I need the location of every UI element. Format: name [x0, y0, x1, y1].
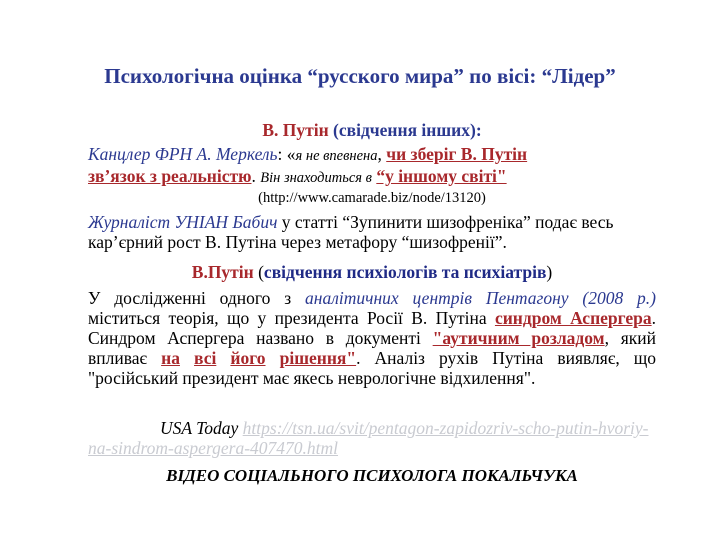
- merkel-quote: [88, 144, 656, 188]
- source-name: USA Today: [160, 418, 243, 438]
- paren-close: ): [546, 262, 553, 282]
- word-3: його: [230, 348, 266, 368]
- babych-name: Журналіст УНІАН Бабич: [88, 212, 278, 232]
- text-4: , який впливає: [88, 328, 656, 368]
- merkel-name: Канцлер ФРН А. Меркель: [88, 144, 278, 164]
- comma-text: ,: [377, 144, 387, 164]
- asperger-syndrome: синдром Аспергера: [494, 308, 652, 328]
- dot-text: .: [251, 166, 261, 186]
- psych-heading-text: свідчення психіологів та психіатрів: [263, 262, 547, 282]
- pentagon-paragraph: [88, 288, 656, 388]
- text-3: . Синдром Аспергера названо в документі: [88, 308, 656, 348]
- heading-paren: (свідчення інших):: [333, 120, 482, 140]
- heading-name: В. Путін: [262, 120, 334, 140]
- video-caption: ВІДЕО СОЦІАЛЬНОГО ПСИХОЛОГА ПОКАЛЬЧУКА: [166, 466, 578, 485]
- text-5: . Аналіз рухів Путіна виявляє, що "російський президент має якесь неврологічне відхилення".: [88, 348, 657, 388]
- autism-quote: "аутичним розладом: [432, 328, 605, 348]
- paren-open: (: [253, 262, 264, 282]
- quote-part-4: Він знаходиться в: [260, 170, 372, 186]
- colon-text: : «: [277, 144, 296, 164]
- psych-heading-name: В.Путін: [191, 262, 254, 282]
- text-1: У дослідженні одного з: [88, 288, 306, 308]
- word-1: на: [161, 348, 180, 368]
- quote-part-2: чи зберіг В. Путін: [386, 144, 528, 164]
- usa-today-source: [88, 418, 656, 458]
- babych-text: у статті “Зупинити шизофреніка” подає весь кар’єрний рост В. Путіна через метафору “шизофренії”.: [88, 212, 614, 252]
- quote-part-5: “у іншому світі": [376, 166, 507, 186]
- word-2: всі: [194, 348, 217, 368]
- section-heading-psych: [88, 262, 656, 282]
- pentagon-ref: аналітичних центрів Пентагону (2008 р.): [305, 288, 656, 308]
- word-4: рішення": [279, 348, 357, 368]
- merkel-source: (http://www.camarade.biz/node/13120): [258, 190, 486, 206]
- slide-title: Психологічна оцінка “русского мира” по вісі: “Лідер”: [104, 64, 616, 88]
- babych-paragraph: [88, 212, 656, 252]
- source-link[interactable]: https://tsn.ua/svit/pentagon-zapidozriv-scho-putin-hvoriy-na-sindrom-aspergera-407470.html: [88, 418, 649, 458]
- text-2: міститься теорія, що у президента Росії В. Путіна: [88, 308, 495, 328]
- section-heading-others: [88, 120, 656, 140]
- quote-part-3: зв’язок з реальністю: [88, 166, 252, 186]
- quote-part-1: я не впевнена: [295, 148, 378, 164]
